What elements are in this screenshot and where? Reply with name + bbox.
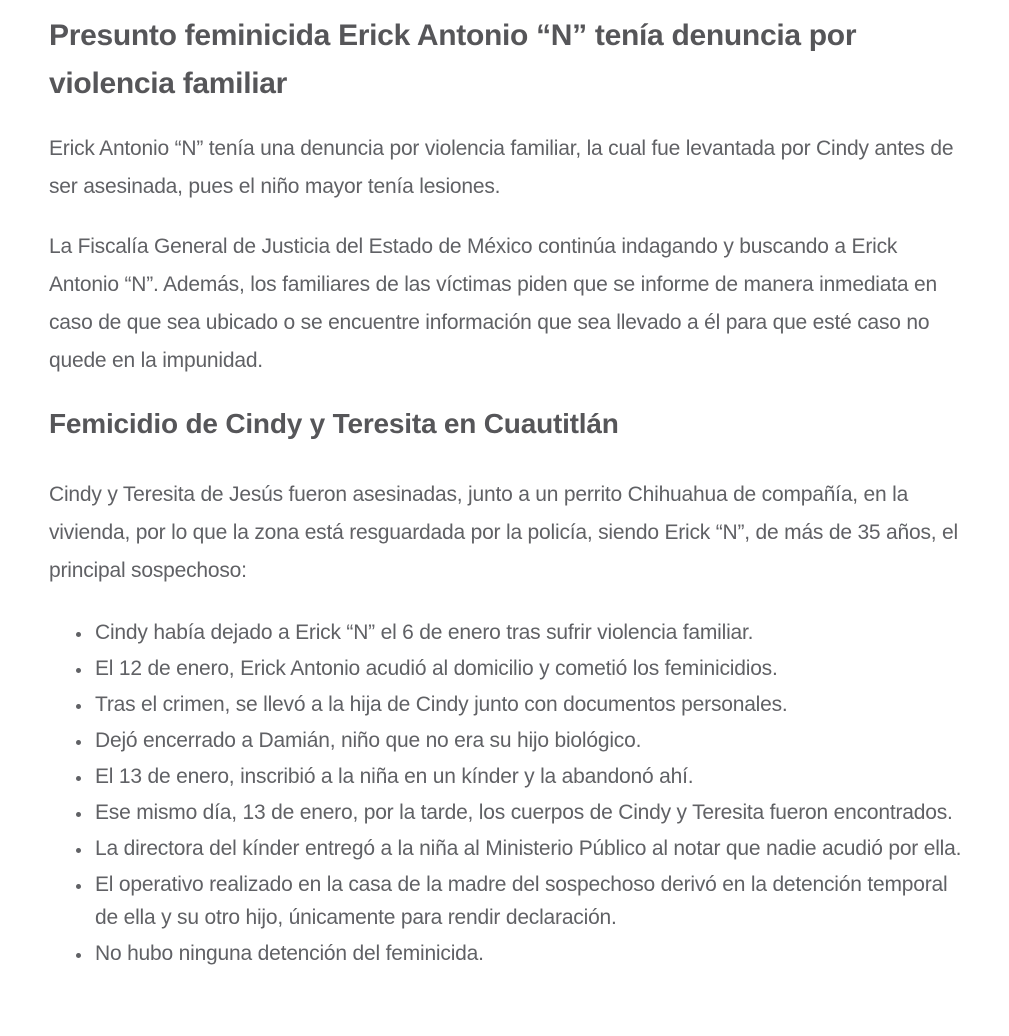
list-item: • Tras el crimen, se llevó a la hija de Cindy junto con documentos personales.	[93, 688, 965, 721]
list-item: • El operativo realizado en la casa de la madre del sospechoso derivó en la detención temporal de ella y su otro hijo, únicamente para rendir declaración.	[93, 868, 965, 934]
list-item: • No hubo ninguna detención del feminicida.	[93, 937, 965, 970]
list-item: • Cindy había dejado a Erick “N” el 6 de enero tras sufrir violencia familiar.	[93, 616, 965, 649]
list-item: • Ese mismo día, 13 de enero, por la tarde, los cuerpos de Cindy y Teresita fueron encontrados.	[93, 796, 965, 829]
section-heading: Femicidio de Cindy y Teresita en Cuautitlán	[49, 408, 619, 439]
intro-paragraph-2: La Fiscalía General de Justicia del Estado de México continúa indagando y buscando a Erick Antonio “N”. Además, los familiares de las víctimas piden que se informe de manera inmediata en caso de que sea ubicado o se encuentre información que sea llevado a él para que esté caso no quede en la impunidad.	[49, 235, 937, 372]
article	[0, 12, 1009, 993]
list-item: • Dejó encerrado a Damián, niño que no era su hijo biológico.	[93, 724, 965, 757]
facts-list	[49, 616, 965, 970]
intro-paragraph-1: Erick Antonio “N” tenía una denuncia por violencia familiar, la cual fue levantada por Cindy antes de ser asesinada, pues el niño mayor tenía lesiones.	[49, 137, 954, 198]
list-item: • La directora del kínder entregó a la niña al Ministerio Público al notar que nadie acudió por ella.	[93, 832, 965, 865]
list-item: • El 12 de enero, Erick Antonio acudió al domicilio y cometió los feminicidios.	[93, 652, 965, 685]
article-title: Presunto feminicida Erick Antonio “N” tenía denuncia por violencia familiar	[49, 19, 857, 100]
list-item: • El 13 de enero, inscribió a la niña en un kínder y la abandonó ahí.	[93, 760, 965, 793]
section-paragraph: Cindy y Teresita de Jesús fueron asesinadas, junto a un perrito Chihuahua de compañía, en la vivienda, por lo que la zona está resguardada por la policía, siendo Erick “N”, de más de 35 años, el principal sospechoso:	[49, 483, 958, 582]
article-page	[0, 12, 1009, 1036]
